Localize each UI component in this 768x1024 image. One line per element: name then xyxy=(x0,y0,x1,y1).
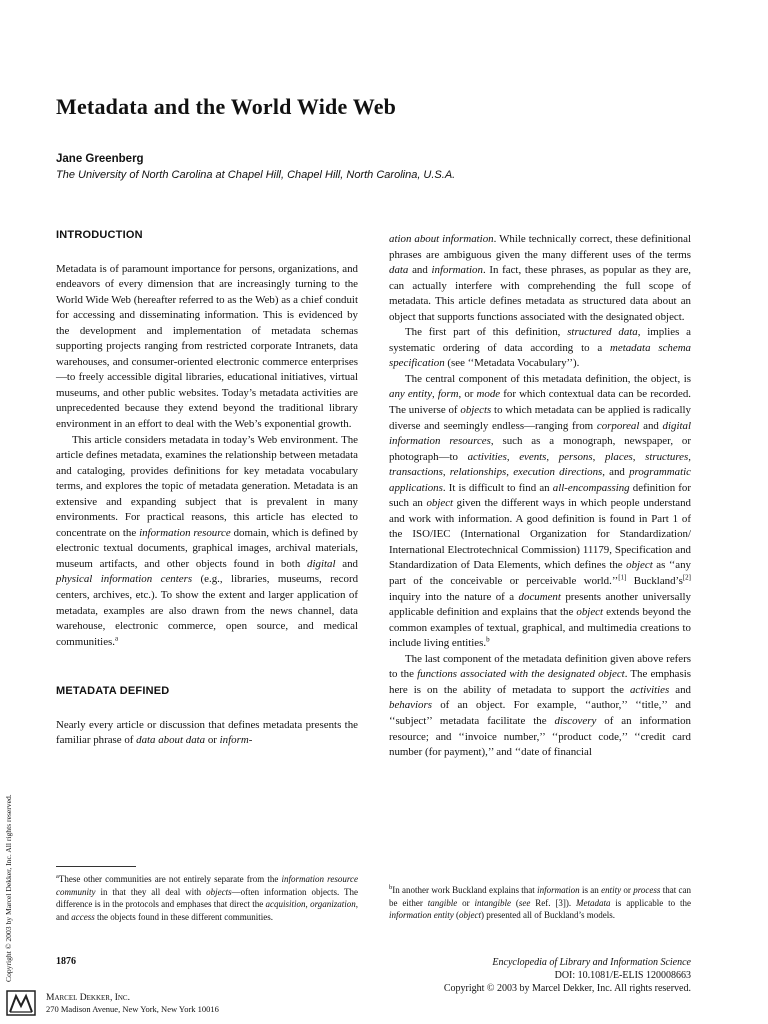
publication-info xyxy=(444,956,691,995)
publisher-logo-icon xyxy=(6,990,36,1016)
publisher-address: 270 Madison Avenue, New York, New York 10016 xyxy=(46,1004,219,1014)
article-title: Metadata and the World Wide Web xyxy=(56,94,397,119)
copyright-notice: Copyright © 2003 by Marcel Dekker, Inc. All rights reserved. xyxy=(443,983,691,994)
paragraph: ation about information. While technically correct, these definitional phrases are ambiguous given the many different uses of the terms data and information. In fact, these phrases, as popular as they are, can actually interfere with comprehending the full scope of metadata. This article defines metadata as structured data about an object that supports functions associated with the designated object. xyxy=(389,233,692,323)
page-number: 1876 xyxy=(56,956,76,967)
encyclopedia-title: Encyclopedia of Library and Information Science xyxy=(492,957,691,968)
footnote-rule xyxy=(56,866,136,867)
publisher-block xyxy=(46,993,219,1015)
footnote-marker-a: a xyxy=(114,634,119,643)
section-heading-introduction: INTRODUCTION xyxy=(56,229,143,241)
paragraph: Nearly every article or discussion that defines metadata presents the familiar phrase of data about data or inform- xyxy=(56,718,358,747)
right-column xyxy=(389,232,691,761)
side-copyright: Copyright © 2003 by Marcel Dekker, Inc. All rights reserved. xyxy=(4,794,13,982)
author-affiliation: The University of North Carolina at Chapel Hill, Chapel Hill, North Carolina, U.S.A. xyxy=(56,169,456,181)
paragraph: The first part of this definition, structured data, implies a systematic ordering of data according to a metadata schema specification (see ‘‘Metadata Vocabulary’’). xyxy=(389,326,692,370)
publisher-name: Marcel Dekker, Inc. xyxy=(46,993,130,1003)
paragraph: The central component of this metadata definition, the object, is any entity, form, or mode for which contextual data can be recorded. The universe of objects to which metadata can be applied is radically diverse and seemingly endless—ranging from corporeal and digital information resources, such as a monograph, newspaper, or photograph—to activities, events, persons, places, structures, transactions, relationships, execution directions, and programmatic applications. It is difficult to find an all-encompassing definition for such an object given the different ways in which people understand and work with information. A good definition is found in Part 1 of the ISO/IEC (International Organization for Standardization/ International Electrotechnical Commission) 11179, Specification and Standardization of Data Elements, which defines the object as ‘‘any part of the conceivable or perceivable world.’’[1] Buckland’s[2] inquiry into the nature of a document presents another universally applicable definition and explains that the object extends beyond the common examples of textual, graphical, and multimedia creations to include living entities.$^b$ xyxy=(389,372,692,650)
footnote-a: $^a$These other communities are not entirely separate from the information resource community in that they all deal with objects—often information objects. The difference is in the protocols and emphases that direct the acquisition, organization, and access the objects found in these different communities. xyxy=(56,873,359,922)
paragraph: Metadata is of paramount importance for persons, organizations, and endeavors of every dimension that are increasingly turning to the World Wide Web (hereafter referred to as the Web) as a chief conduit for accessing and disseminating information. This is evidenced by the development and implementation of metadata schemas supporting projects ranging from restricted corporate Intranets, data warehouses, and consumer-oriented electronic commerce enterprises—to freely accessible digital libraries, educational initiatives, virtual museums, and other public websites. Today’s metadata activities are unprecedented because they extend beyond the traditional library environment in an effort to deal with the Web’s exponential growth. xyxy=(56,262,358,431)
footnote-b: $^b$In another work Buckland explains that information is an entity or process that can be either tangible or intangible (see Ref. [3]). Metadata is applicable to the information entity (object) presented all of Buckland’s models. xyxy=(389,884,692,921)
paragraph: This article considers metadata in today’s Web environment. The article defines metadata, examines the relationship between metadata and cataloging, provides definitions for key metadata vocabulary terms, and explores the topic of metadata generation. Metadata is an extensive and expanding subject that is prevalent in many environments. For practical reasons, this article has elected to concentrate on the information resource domain, which is defined by electronic textual documents, graphical images, archival materials, museum artifacts, and other objects found in both digital and physical information centers (e.g., libraries, museums, record centers, archives, etc.). To show the extent and larger application of metadata, examples are also drawn from the news channel, data warehouse, electronic commerce, open source, and medical communities.$^a$ xyxy=(56,433,359,648)
footnote-marker-b: b xyxy=(486,635,490,644)
left-column xyxy=(56,228,358,749)
doi: DOI: 10.1081/E-ELIS 120008663 xyxy=(554,970,691,981)
author-name: Jane Greenberg xyxy=(56,153,144,165)
section-heading-metadata-defined: METADATA DEFINED xyxy=(56,685,170,698)
paragraph: The last component of the metadata definition given above refers to the functions associated with the designated object. The emphasis here is on the ability of metadata to support the activities and behaviors of an object. For example, ‘‘author,’’ ‘‘title,’’ and ‘‘subject’’ metadata facilitate the discovery of an information resource; and ‘‘invoice number,’’ ‘‘product code,’’ ‘‘credit card number (for payment),’’ and ‘‘date of financial xyxy=(389,652,691,759)
